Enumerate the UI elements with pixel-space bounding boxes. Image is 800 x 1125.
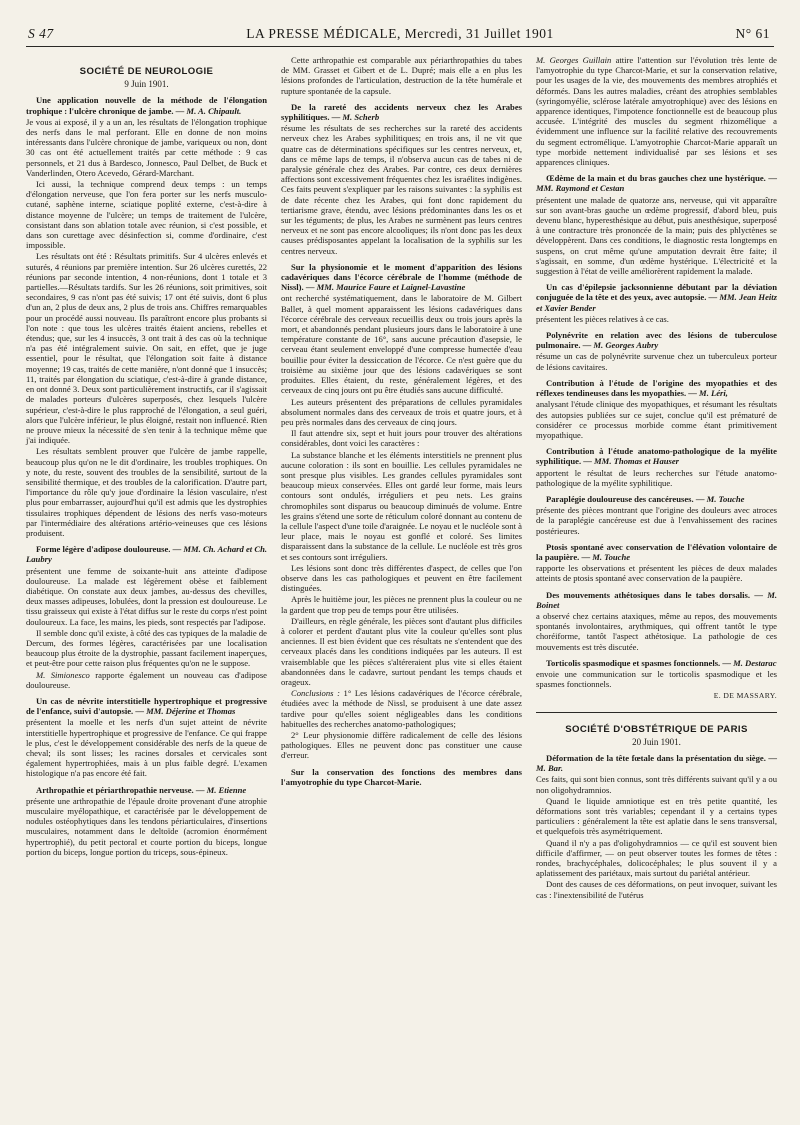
section-date-obstetrics: 20 Juin 1901. [632,736,681,747]
journal-masthead: LA PRESSE MÉDICALE, Mercredi, 31 Juillet 1901 [246,26,554,41]
entry-author: M. Georges Aubry [593,340,659,351]
entry-title: Œdème de la main et du bras gauches chez une hystérique. [546,173,766,184]
paragraph: résume les résultats de ses recherches sur la rareté des accidents nerveux chez les Arabes syphilitiques; en trois ans, il ne vit que quatre cas de déterminations spécifiques sur les centres nerveux, et, dans ce même laps de temps, il n'observa aucun cas de tabes ni de paralysie générale chez des Arabes. Par contre, ces deux dernières affections sont excessivement fréquentes chez les israélites indigènes. Ces faits peuvent s'expliquer par les raisons suivantes : la syphilis est de date récente chez les Arabes, qui font donc rapidement du tertiarisme grave, étendu, avec lésions prédominantes dans les os et sur les téguments; de plus, les Arabes ne surmènent pas leurs centres nerveux et ne sont pas encore alcooliques; ils n'ont donc pas les deux causes prédisposantes appelant la localisation de la syphilis sur les centres nerveux. [281,123,522,256]
entry-epilepsie: Un cas d'épilepsie jacksonnienne débutant par la déviation conjuguée de la tête et des yeux, avec autopsie. — MM. Jean Heitz et Xavier Bender présentent les pièces relatives à ce cas. [536,282,777,324]
entry-ptosis: Ptosis spontané avec conservation de l'élévation volontaire de la paupière. — M. Touche rapporte les observations et présentent les pièces de deux malades atteints de ptosis spontané avec conservation de la paupière. [536,541,777,584]
entry-author: M. Simionesco [36,669,90,680]
paragraph: rapporte également un nouveau cas d'adipose douloureuse. [26,669,267,690]
section-title-neurology: SOCIÉTÉ DE NEUROLOGIE [79,66,214,77]
entry-title: Un cas d'épilepsie jacksonnienne débutant par la déviation conjuguée de la tête et des yeux, avec autopsie. [536,282,777,303]
entry-author: MM. Jean Heitz et Xavier Bender [536,292,777,313]
entry-title: Contribution à l'étude anatomo-pathologique de la myélite syphilitique. [536,446,777,467]
column-1 [26,55,267,1125]
paragraph: présente une arthropathie de l'épaule droite provenant d'une atrophie musculaire myélopathique, et caractérisée par le développement de nodules ostéophytiques dans les tendons périarticulaires, d'insertions musculaires, notamment dans le deltoïde (acromion énormément hypertrophié), du petit pectoral et courte portion du biceps, longue portion du biceps, longue portion du triceps, sous-épineux. [26,795,267,857]
paragraph: Dont des causes de ces déformations, on peut invoquer, suivant les cas : l'inextensibilité de l'utérus [536,879,777,900]
entry-adipose: Forme légère d'adipose douloureuse. — MM. Ch. Achard et Ch. Laubry présentent une femme de soixante-huit ans atteinte d'adipose douloureuse. La malade est légèrement obèse et faiblement diabétique. On constate aux deux jambes, au-dessus des chevilles, deux masses adipeuses, lobulées, dont la pression est douloureuse. Le tissu graisseux qui existe à l'état diffus sur le reste du corps n'est point douloureux. La face, les mains, les pieds, sont respectés par l'adipose. Il semble donc qu'il existe, à côté des cas typiques de la maladie de Dercum, des formes légères, caractérisées par une localisation beaucoup plus étroite de la dystrophie, passant facilement inaperçues, et peut-être pour cette raison plus fréquentes qu'on ne le suppose. M. Simionesco rapporte également un nouveau cas d'adipose douloureuse. [26,544,268,690]
signature: E. DE MASSARY. [713,691,777,701]
entry-author: MM. Thomas et Hauser [594,456,680,467]
entry-author: MM. Maurice Faure et Laignel-Lavastine [316,282,466,293]
entry-author: M. A. Chipault. [186,105,242,116]
paragraph: a observé chez certains ataxiques, même au repos, des mouvements spontanés involontaires, arythmiques, qui offrent tantôt le type choréiforme, tantôt l'aspect athétosique. La pathologie de ces mouvements est très discutée. [536,610,777,652]
paragraph: Je vous ai exposé, il y a un an, les résultats de l'élongation trophique des nerfs dans le mal perforant. Elle en donne de non moins intéressants dans l'ulcère chronique de jambe, variqueux ou non, dont 30 cas ont été actuellement traités par cette méthode : 9 cas personnels, et 21 dus à Bardesco, Jonnesco, Paul Delbet, de Buck et Vanderlinden, Otero Acevedo, Gérard-Marchant. [26,116,267,178]
paragraph: attire l'attention sur l'évolution très lente de l'amyotrophie du type Charcot-Marie, et sur la conservation relative, pour les usages de la vie, des mouvements des membres atrophiés et déformés. Dans les autres maladies, créant des atrophies semblables (syringomyélie, sclérose latérale amyotrophique) avec des lésions en apparence identiques, l'impotence fonctionnelle est de beaucoup plus accusée. L'intégrité des muscles du segment rhizomélique a évidemment une influence sur la facilité relative des recouvrements du segment ectromélique. L'amyotrophie Charcot-Marie apparaît un type morbide nettement individualisé par ses lésions et ses apparences cliniques. [536,55,777,168]
paragraph: apportent le résultat de leurs recherches sur l'étude anatomo-pathologique de la myélite syphilitique. [536,467,777,488]
paragraph: Il semble donc qu'il existe, à côté des cas typiques de la maladie de Dercum, des formes légères, caractérisées par une localisation beaucoup plus étroite de la dystrophie, passant facilement inaperçues, et peut-être pour cette raison plus fréquentes qu'on ne le suppose. [26,627,267,669]
paragraph: Quand le liquide amniotique est en très petite quantité, les déformations sont très variables; cependant il y a certains types particuliers : généralement la tête est aplatie dans le sens transversal, et quelquefois très asymétriquement. [536,795,777,837]
entry-deformation: Déformation de la tête fœtale dans la présentation du siège. — M. Bar. Ces faits, qui sont bien connus, sont très différents suivant qu'il y a ou non oligohydramnios. Quand le liquide amniotique est en très petite quantité, les déformations sont très variables; cependant il y a certains types particuliers : généralement la tête est aplatie dans le sens transversal, et quelquefois très asymétriquement. Quand il n'y a pas d'oligohydramnios — ce qu'il est souvent bien difficile d'affirmer, — on peut observer toutes les formes de têtes : rondes, brachycéphales, dolicocéphales; le plus souvent il y a aplatissement des pariétaux, mais surtout du pariétal antérieur. Dont des causes de ces déformations, on peut invoquer, suivant les cas : l'inextensibilité de l'utérus [536,752,778,900]
entry-title: Sur la physionomie et le moment d'apparition des lésions cadavériques dans l'écorce cérébrale de l'homme (méthode de Nissl). [281,261,522,293]
article-columns [26,55,778,1125]
entry-author: MM. Ch. Achard et Ch. Laubry [26,544,268,565]
entry-author: M. Touche [706,493,745,504]
entry-title: De la rareté des accidents nerveux chez les Arabes syphilitiques. [281,101,522,123]
paragraph: Les lésions sont donc très différentes d'aspect, de celles que l'on observe dans les cas pathologiques et peuvent en être facilement distinguées. [281,562,522,594]
conclusions-label: Conclusions : [291,688,340,699]
paragraph: La substance blanche et les éléments interstitiels ne prennent plus aucune coloration : ils sont en bouillie. Les cellules pyramidales ne sont presque plus visibles. Les grandes cellules pyramidales sont beaucoup mieux conservées. Elles ont gardé leur forme, mais leurs contours sont ondulés, irréguliers et peu nets. Les grains chromophiles sont disparus ou beaucoup diminués de volume. Entre les grains s'étend une sorte de réticulum coloré donnant au contenu de la cellule l'aspect d'une toile d'araignée. Le noyau et le nucléole sont à leur place, mais le noyau est gonflé et coloré. Ses limites disparaissent dans la substance de la cellule. Le nucléole est très gros et ses contours sont irréguliers. [281,449,522,562]
entry-author: M. Georges Guillain [536,55,612,65]
entry-athetosiques: Des mouvements athétosiques dans le tabes dorsalis. — M. Boinet a observé chez certains ataxiques, même au repos, des mouvements spontanés involontaires, arythmiques, qui offrent tantôt le type choréiforme, tantôt l'aspect athétosique. La pathologie de ces mouvements est très discutée. [536,589,777,652]
entry-title: Paraplégie douloureuse des cancéreuses. [546,493,694,504]
paragraph: présentent une femme de soixante-huit ans atteinte d'adipose douloureuse. La malade est légèrement obèse et faiblement diabétique. On constate aux deux jambes, au-dessus des chevilles, deux masses adipeuses, lobulées, dont la pression est douloureuse. Le tissu graisseux qui existe à l'état diffus sur le reste du corps n'est point douloureux. La face, les mains, les pieds, sont respectés par l'adipose. [26,565,267,627]
entry-author: M. Boinet [536,589,777,610]
entry-myelite: Contribution à l'étude anatomo-pathologique de la myélite syphilitique. — MM. Thomas et Hauser apportent le résultat de leurs recherches sur l'étude anatomo-pathologique de la myélite syphilitique. [536,446,777,488]
paragraph: Ces faits, qui sont bien connus, sont très différents suivant qu'il y a ou non oligohydramnios. [536,774,777,795]
entry-author: M. Scherb [342,112,380,123]
entry-title: Des mouvements athétosiques dans le tabes dorsalis. [546,589,751,600]
column-3 [536,55,777,1125]
paragraph: ont recherché systématiquement, dans le laboratoire de M. Gilbert Ballet, à quel moment apparaissent les lésions cadavériques dans l'écorce cérébrale des cerveaux recueillis deux ou trois jours après la mort, et abandonnés pendant plusieurs jours dans le laboratoire à une température constante de 16°, sans aucune précaution d'asepsie, le cerveau étant seulement enveloppé d'une compresse humectée d'eau bouillie pour éviter la dessiccation de l'écorce. Ce n'est guère que du troisième au sixième jour que des lésions cadavériques se sont produites. Elles étaient, du reste, généralement légères, et des cerveaux de cinq jours ont pu être étudiés sans aucune difficulté. [281,293,522,396]
paragraph: rapporte les observations et présentent les pièces de deux malades atteints de ptosis spontané avec conservation de la paupière. [536,563,777,584]
entry-polynevrite: Polynévrite en relation avec des lésions de tuberculose pulmonaire. — M. Georges Aubry résume un cas de polynévrite survenue chez un tuberculeux porteur de lésions cavitaires. [536,330,777,372]
entry-title: Une application nouvelle de la méthode de l'élongation trophique : l'ulcère chronique de jambe. [26,95,267,116]
section-title-obstetrics: SOCIÉTÉ D'OBSTÉTRIQUE DE PARIS [565,723,748,735]
entry-title: Forme légère d'adipose douloureuse. [36,544,171,555]
paragraph: D'ailleurs, en règle générale, les pièces sont d'autant plus difficiles à colorer et perdent d'autant plus vite la couleur qu'elles sont plus anciennes. Il est bien évident que ces résultats ne s'entendent que des cerveaux placés dans les conditions indiquées par les auteurs. Il est vraisemblable que les pièces s'altéreraient plus vite si elles étaient abandonnées dans le cadavre, surtout pendant les temps chauds et orageux. [281,615,522,687]
paragraph: Quand il n'y a pas d'oligohydramnios — ce qu'il est souvent bien difficile d'affirmer, — on peut observer toutes les formes de têtes : rondes, brachycéphales, dolicocéphales; le plus souvent il y a aplatissement des pariétaux, mais surtout du pariétal antérieur. [536,837,777,879]
entry-torticolis: Torticolis spasmodique et spasmes fonctionnels. — M. Destarac envoie une communication sur le torticolis spasmodique et les spasmes fonctionnels. [536,657,777,690]
paragraph: présentent les pièces relatives à ce cas. [536,313,669,324]
column-2 [281,55,522,1125]
paragraph: 2° Leur physionomie diffère radicalement de celle des lésions pathologiques. Elles ne peuvent donc pas constituer une cause d'erreur. [281,730,522,761]
entry-author: MM. Déjerine et Thomas [146,706,236,717]
entry-title: Ptosis spontané avec conservation de l'élévation volontaire de la paupière. [536,541,777,562]
entry-title: Sur la conservation des fonctions des membres dans l'amyotrophie du type Charcot-Marie. [281,766,522,787]
entry-oedeme: Œdème de la main et du bras gauches chez une hystérique. — MM. Raymond et Cestan présentent une malade de quatorze ans, nerveuse, qui vit apparaître sur son avant-bras gauche un œdème progressif, d'abord bleu, puis devenu blanc, hyperesthésique au début, puis anesthésique, superposé à une contracture très prononcée de la main; puis des phlyctènes se développèrent. Dans ces conditions, le diagnostic resta longtemps en suspens, on crut même qu'une amputation devrait être faite; il s'agissait, en somme, d'un œdème hystérique. L'électricité et la suggestion à l'état de veille améliorèrent rapidement la malade. [536,173,777,277]
paragraph: Les résultats semblent prouver que l'ulcère de jambe rappelle, beaucoup plus qu'on ne le dit d'ordinaire, les troubles trophiques. On y note, du reste, souvent des troubles de la sensibilité, surtout de la sensibilité thermique, et des troubles de la calorification. D'autre part, l'importance du rôle qu'y joue d'ordinaire la lésion vasculaire, n'est plus pour embarrasser, aujourd'hui qu'il est admis que les dystrophies tissulaires trophiques dépendent de lésions des nerfs vaso-moteurs par l'intermédiaire des altérations artério-veineuses que ces lésions produisent. [26,446,267,538]
paragraph: présente des pièces montrant que l'origine des douleurs avec atroces de la paraplégie cancéreuse est due à l'envahissement des racines postérieures. [536,505,777,536]
paragraph: Après le huitième jour, les pièces ne prennent plus la couleur ou ne la gardent que trop peu de temps pour être utilisées. [281,594,522,615]
paragraph: Cette arthropathie est comparable aux périarthropathies du tabes de MM. Grasset et Gibert et de L. Dupré; mais elle a en plus les lésions profondes de l'articulation, destruction de la tête humérale et rupture spontanée de la capsule. [281,55,522,96]
paragraph: Les résultats ont été : Résultats primitifs. Sur 4 ulcères enlevés et suturés, 4 réunions par première intention. Sur 26 ulcères curettés, 22 réunions par seconde intention, 4 non-réunions, dont 1 totale et 3 partielles.—Résultats tardifs. Sur les 26 réunions, soit primitives, soit secondaires, 9 cas n'ont pas été suivis; 17 ont été suivis, dont 6 plus d'un an, 2 plus de deux ans, 2 plus de trois ans. Chiffres remarquables pour un procédé aussi nouveau. Ils paraîtront encore plus probants si l'on note : que tous les ulcères traités étaient anciens, rebelles et étendus; que, sur les 4 insuccès, 3 ont trait à des cas où la technique n'a pas été intégralement suivie. On sait, en effet, que je juge essentiel, pour le résultat, que l'élongation soit faite à distance moyenne; 19 cas, traités de cette manière, n'ont donné que 1 insuccès; 11, traités par élongation du sciatique, c'est-à-dire à grande distance, en ont donné 3. Deux sont particulièrement instructifs, car il s'agissait de malades porteurs d'ulcères superposés, chez lesquels l'ulcère supérieur, c'est-à-dire le plus rapproché de l'élongation, a seul guéri, alors que l'ulcère inférieur, le plus éloigné, restait non influencé. Rien ne prouve mieux la nécessité de s'en tenir à la technique même que j'ai indiquée. [26,251,267,446]
entry-nevrite: Un cas de névrite interstitielle hypertrophique et progressive de l'enfance, suivi d'autopsie. — MM. Déjerine et Thomas présentent la moelle et les nerfs d'un sujet atteint de névrite interstitielle hypertrophique et progressive de l'enfance. Ce qui frappe le plus, c'est le développement considérable des nerfs de la queue de cheval; ils sont lisses; les racines dorsales et cervicales sont également hypertrophiées, mais à un plus faible degré. L'examen histologique n'a pas encore été fait. [26,695,267,779]
paragraph: présentent une malade de quatorze ans, nerveuse, qui vit apparaître sur son avant-bras gauche un œdème progressif, d'abord bleu, puis devenu blanc, hyperesthésique au début, puis anesthésique, superposé à une contracture très prononcée de la main; puis des phlyctènes se développèrent. Dans ces conditions, le diagnostic resta longtemps en suspens, on crut même qu'une amputation devrait être faite; il s'agissait, en somme, d'un œdème hystérique. L'électricité et la suggestion à l'état de veille améliorèrent rapidement la malade. [536,194,777,277]
paragraph: envoie une communication sur le torticolis spasmodique et les spasmes fonctionnels. [536,668,777,690]
section-date-neurology: 9 Juin 1901. [124,79,169,90]
entry-author: M. Destarac [733,657,777,668]
paragraph: Les auteurs présentent des préparations de cellules pyramidales absolument normales dans des cerveaux de trois et quatre jours, et à peu près normales dans des cerveaux de cinq jours. [281,396,522,427]
page-header [26,22,774,47]
entry-arthropathie: Arthropathie et périarthropathie nerveuse. — M. Etienne présente une arthropathie de l'épaule droite provenant d'une atrophie musculaire myélopathique, et caractérisée par le développement de nodules ostéophytiques dans les tendons périarticulaires, d'insertions musculaires, notamment dans le deltoïde (acromion énormément hypertrophié), du petit pectoral et courte portion du biceps, longue portion du biceps, longue portion du triceps, sous-épineux. [26,784,267,857]
section-divider [536,712,777,713]
entry-author: M. Etienne [206,784,247,795]
entry-title: Polynévrite en relation avec des lésions de tuberculose pulmonaire. [536,330,777,351]
entry-title: Arthropathie et périarthropathie nerveuse. [36,784,194,795]
entry-paraplegie: Paraplégie douloureuse des cancéreuses. — M. Touche présente des pièces montrant que l'origine des douleurs avec atroces de la paraplégie cancéreuse est due à l'envahissement des racines postérieures. [536,493,777,536]
entry-myopathies: Contribution à l'étude de l'origine des myopathies et des réflexes tendineuses dans les myopathies. — M. Léri, analysant l'étude clinique des myopathiques, et résumant les résultats des autopsies publiées sur ce sujet, conclue qu'il est prématuré de considérer ce processus morbide comme étant primitivement myopathique. [536,377,777,440]
paragraph: Ici aussi, la technique comprend deux temps : un temps d'élongation nerveuse, que l'on fera porter sur les nerfs musculo-cutané, saphène interne, sciatique poplité externe, c'est-à-dire à distance moyenne de l'ulcère; un temps de traitement de l'ulcère, consistant dans son ablation totale avec réunion, si c'est possible, et dans son curettage avec désinfection si, comme d'ordinaire, c'est impossible. [26,179,267,251]
entry-elongation: Une application nouvelle de la méthode de l'élongation trophique : l'ulcère chronique de jambe. — M. A. Chipault. Je vous ai exposé, il y a un an, les résultats de l'élongation trophique des nerfs dans le mal perforant. Elle en donne de non moins intéressants dans l'ulcère chronique de jambe, variqueux ou non, dont 30 cas ont été actuellement traités par cette méthode : 9 cas personnels, et 21 dus à Bardesco, Jonnesco, Paul Delbet, de Buck et Vanderlinden, Otero Acevedo, Gérard-Marchant. Ici aussi, la technique comprend deux temps : un temps d'élongation nerveuse, que l'on fera porter sur les nerfs musculo-cutané, saphène interne, sciatique poplité externe, c'est-à-dire à distance moyenne de l'ulcère; un temps de traitement de l'ulcère, consistant dans son ablation totale avec réunion, si c'est possible, et dans son curettage avec désinfection si, comme d'ordinaire, c'est impossible. Les résultats ont été : Résultats primitifs. Sur 4 ulcères enlevés et suturés, 4 réunions par première intention. Sur 26 ulcères curettés, 22 réunions par seconde intention, 4 non-réunions, dont 1 totale et 3 partielles.—Résultats tardifs. Sur les 26 réunions, soit primitives, soit secondaires, 9 cas n'ont pas été suivis; 17 ont été suivis, dont 6 plus d'un an, 2 plus de deux ans, 2 plus de trois ans. Chiffres remarquables pour un procédé aussi nouveau. Ils paraîtront encore plus probants si l'on note : que tous les ulcères traités étaient anciens, rebelles et étendus; que, sur les 4 insuccès, 3 ont trait à des cas où la technique n'a pas été intégralement suivie. On sait, en effet, que je juge essentiel, pour le résultat, que l'élongation soit faite à distance moyenne; 19 cas, traités de cette manière, n'ont donné que 1 insuccès; 11, traités par élongation du sciatique, c'est-à-dire à grande distance, en ont donné 3. Deux sont particulièrement instructifs, car il s'agissait de malades porteurs d'ulcères superposés, chez lesquels l'ulcère supérieur, c'est-à-dire le plus rapproché de l'élongation, a seul guéri, alors que l'ulcère inférieur, le plus éloigné, restait non influencé. Rien ne prouve mieux la nécessité de s'en tenir à la technique même que j'ai indiquée. Les résultats semblent prouver que l'ulcère de jambe rappelle, beaucoup plus qu'on ne le dit d'ordinaire, les troubles trophiques. On y note, du reste, souvent des troubles de la sensibilité, surtout de la sensibilité thermique, et des troubles de la calorification. D'autre part, l'importance du rôle qu'y joue d'ordinaire la lésion vasculaire, n'est plus pour embarrasser, aujourd'hui qu'il est admis que les dystrophies tissulaires trophiques dépendent de lésions des nerfs vaso-moteurs par l'intermédiaire des altérations artério-veineuses que ces lésions produisent. [26,95,267,538]
entry-author: M. Léri, [699,388,728,399]
paragraph: résume un cas de polynévrite survenue chez un tuberculeux porteur de lésions cavitaires. [536,351,777,372]
entry-title: Déformation de la tête fœtale dans la présentation du siège. [546,752,766,763]
paragraph: présentent la moelle et les nerfs d'un sujet atteint de névrite interstitielle hypertrophique et progressive de l'enfance. Ce qui frappe le plus, c'est le développement considérable des nerfs de la queue de cheval; ils sont lisses; les racines dorsales et cervicales sont également hypertrophiées, mais à un plus faible degré. L'examen histologique n'a pas encore été fait. [26,717,267,779]
paragraph: Il faut attendre six, sept et huit jours pour trouver des altérations considérables, dont voici les caractères : [281,428,522,449]
entry-author: M. Touche [592,551,631,562]
page-section-number: S 47 [28,26,54,41]
entry-title: Torticolis spasmodique et spasmes fonctionnels. [546,657,721,668]
entry-nissl: Sur la physionomie et le moment d'apparition des lésions cadavériques dans l'écorce cérébrale de l'homme (méthode de Nissl). — MM. Maurice Faure et Laignel-Lavastine ont recherché systématiquement, dans le laboratoire de M. Gilbert Ballet, à quel moment apparaissent les lésions cadavériques dans l'écorce cérébrale des cerveaux recueillis deux ou trois jours après la mort, et abandonnés pendant plusieurs jours dans le laboratoire à une température constante de 16°, sans aucune précaution d'asepsie, le cerveau étant seulement enveloppé d'une compresse humectée d'eau bouillie pour éviter la dessiccation de l'écorce. Ce n'est guère que du troisième au sixième jour que des lésions cadavériques se sont produites. Elles étaient, du reste, généralement légères, et des cerveaux de cinq jours ont pu être étudiés sans aucune difficulté. Les auteurs présentent des préparations de cellules pyramidales absolument normales dans des cerveaux de trois et quatre jours, et à peu près normales dans des cerveaux de cinq jours. Il faut attendre six, sept et huit jours pour trouver des altérations considérables, dont voici les caractères : La substance blanche et les éléments interstitiels ne prennent plus aucune coloration : ils sont en bouillie. Les cellules pyramidales ne sont presque plus visibles. Les grandes cellules pyramidales sont beaucoup mieux conservées. Elles ont gardé leur forme, mais leurs contours sont ondulés, irréguliers et peu nets. Les grains chromophiles sont disparus ou beaucoup diminués de volume. Entre les grains s'étend une sorte de réticulum coloré donnant au contenu de la cellule l'aspect d'une toile d'araignée. Le noyau et le nucléole sont à leur place, mais le noyau est gonflé et coloré. Ses limites disparaissent dans la substance de la cellule. Le nucléole est très gros et ses contours sont irréguliers. Les lésions sont donc très différentes d'aspect, de celles que l'on observe dans les cas pathologiques et peuvent en être facilement distinguées. Après le huitième jour, les pièces ne prennent plus la couleur ou ne la gardent que trop peu de temps pour être utilisées. D'ailleurs, en règle générale, les pièces sont d'autant plus difficiles à colorer et perdent d'autant plus vite la couleur qu'elles sont plus anciennes. Il est bien évident que ces résultats ne s'entendent que des cerveaux placés dans les conditions indiquées par les auteurs. Il est vraisemblable que les pièces s'altéreraient plus vite si elles étaient abandonnées dans le cadavre, surtout pendant les temps chauds et orageux. Conclusions : 1° Les lésions cadavériques de l'écorce cérébrale, étudiées avec la méthode de Nissl, se produisent à une date assez tardive pour qu'elles soient négligeables dans les conditions habituelles des recherches anatomo-pathologiques; 2° Leur physionomie diffère radicalement de celle des lésions pathologiques. Elles ne peuvent donc pas constituer une cause d'erreur. [281,261,522,761]
issue-number: N° 61 [735,26,770,41]
entry-title: Contribution à l'étude de l'origine des myopathies et des réflexes tendineuses dans les myopathies. [536,377,777,399]
paragraph: 1° Les lésions cadavériques de l'écorce cérébrale, étudiées avec la méthode de Nissl, se produisent à une date assez tardive pour qu'elles soient négligeables dans les conditions habituelles des recherches anatomo-pathologiques; [281,688,522,729]
entry-author: M. Bar. [536,763,563,774]
entry-title: Un cas de névrite interstitielle hypertrophique et progressive de l'enfance, suivi d'autopsie. [26,695,267,717]
entry-charcot-marie-title [281,767,522,787]
entry-arabes: De la rareté des accidents nerveux chez les Arabes syphilitiques. — M. Scherb résume les résultats de ses recherches sur la rareté des accidents nerveux chez les Arabes syphilitiques; en trois ans, il ne vit que quatre cas de déterminations spécifiques sur les centres nerveux, et, dans ce même laps de temps, il n'observa aucun cas de tabes ni de paralysie générale chez des Arabes. Par contre, ces deux dernières affections sont excessivement fréquentes chez les israélites indigènes. Ces faits peuvent s'expliquer par les raisons suivantes : la syphilis est de date récente chez les Arabes, qui font donc rapidement du tertiarisme grave, étendu, avec lésions prédominantes dans les os et sur les téguments; de plus, les Arabes ne surmènent pas leurs centres nerveux et ne sont pas encore alcooliques; ils n'ont donc pas les deux causes prédisposantes appelant la localisation de la syphilis sur les centres nerveux. [281,101,522,256]
entry-author: MM. Raymond et Cestan [536,183,625,194]
paragraph: analysant l'étude clinique des myopathiques, et résumant les résultats des autopsies publiées sur ce sujet, conclue qu'il est prématuré de considérer ce processus morbide comme étant primitivement myopathique. [536,399,777,440]
